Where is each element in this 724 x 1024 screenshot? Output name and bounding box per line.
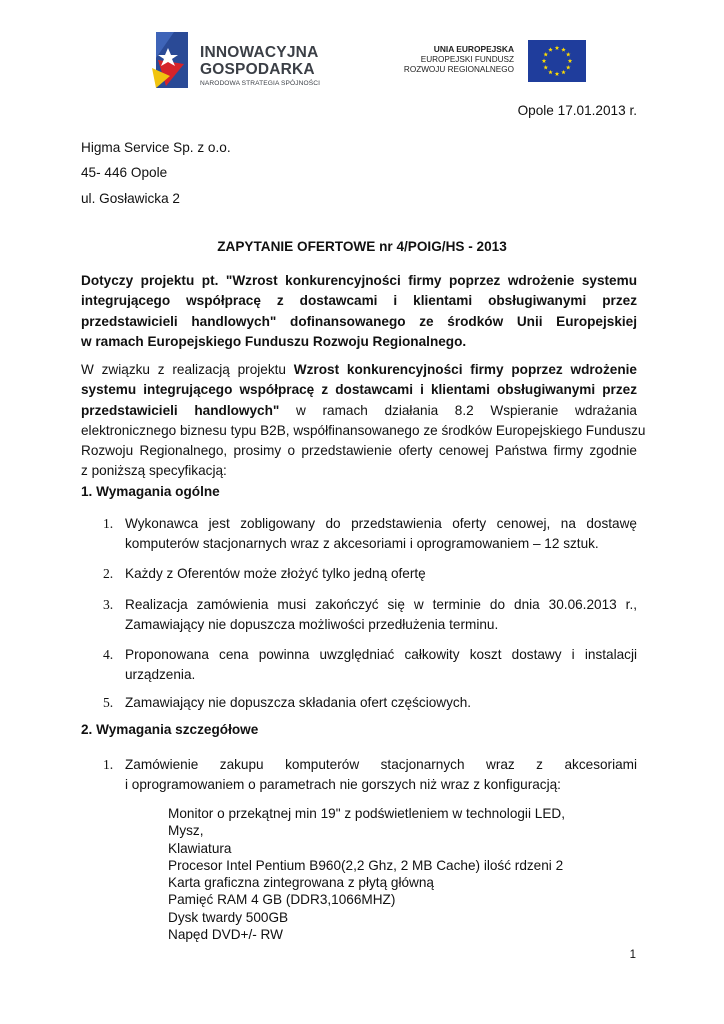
spec-list [168,805,565,943]
eu-logo-texts [404,44,514,76]
intro-line: Rozwoju Regionalnego, prosimy o przedstawienie oferty cenowej Państwa firmy zgodnie [81,443,637,459]
document-title: ZAPYTANIE OFERTOWE nr 4/POIG/HS - 2013 [217,239,507,254]
eu-flag-icon [528,40,586,82]
intro-line [81,360,637,380]
intro-paragraph [81,360,646,482]
intro-line: systemu integrującego współpracę z dostawcami i klientami obsługiwanymi przez [81,382,637,398]
intro-line: elektronicznego biznesu typu B2B, współfinansowanego ze środków Europejskiego Funduszu [81,422,646,438]
eu-line3: ROZWOJU REGIONALNEGO [403,65,514,74]
recipient-name: Higma Service Sp. z o.o. [81,140,231,155]
list-item-line: i oprogramowaniem o parametrach nie gorszych niż wraz z konfiguracją: [125,777,561,792]
list-number: 1. [103,757,114,772]
list-item [103,755,637,795]
subject-line: przedstawicieli handlowych" dofinansowanego ze środków Unii Europejskiej [81,313,637,329]
list-item [103,514,637,554]
subject-paragraph [81,271,637,352]
list-number: 5. [103,695,114,710]
subject-line: w ramach Europejskiego Funduszu Rozwoju Regionalnego. [81,333,467,349]
spec-item: Dysk twardy 500GB [168,909,289,925]
list-item-line: Zamawiający nie dopuszcza możliwości przedłużenia terminu. [125,617,499,632]
subject-line: Dotyczy projektu pt. "Wzrost konkurencyjności firmy poprzez wdrożenie systemu [81,273,637,288]
letter-date: Opole 17.01.2013 r. [517,103,637,118]
list-number: 1. [103,516,114,531]
list-item-line: Proponowana cena powinna uwzględniać całkowity koszt dostawy i instalacji [125,647,637,662]
intro-line: z poniższą specyfikacją: [81,463,227,479]
spec-item: Procesor Intel Pentium B960(2,2 Ghz, 2 MB Cache) ilość rdzeni 2 [168,857,564,873]
ig-title-line1: INNOWACYJNA [200,44,319,61]
page-number: 1 [629,949,636,961]
list-item [103,564,637,584]
subject-line: integrującego współpracę z dostawcami i klientami obsługiwanymi przez [81,293,637,309]
intro-line [81,401,637,421]
list-number: 3. [103,597,114,612]
eu-line1: UNIA EUROPEJSKA [433,44,514,54]
list-item-line: Realizacja zamówienia musi zakończyć się w terminie do dnia 30.06.2013 r., [125,597,637,612]
list-item [103,693,637,713]
spec-item: Mysz, [168,823,204,839]
ig-title-line2: GOSPODARKA [200,61,315,78]
list-number: 4. [103,647,114,662]
eu-line2: EUROPEJSKI FUNDUSZ [420,54,514,64]
intro-text: W związku z realizacją projektu [81,362,294,377]
project-name-bold: Wzrost konkurencyjności firmy poprzez wdrożenie [293,362,637,377]
recipient-street: ul. Gosławicka 2 [81,191,180,206]
section-heading: 2. Wymagania szczegółowe [81,722,259,737]
list-item-line: Wykonawca jest zobligowany do przedstawienia oferty cenowej, na dostawę [125,516,637,531]
list-item-line: Zamówienie zakupu komputerów stacjonarnych wraz z akcesoriami [125,757,637,772]
spec-item: Monitor o przekątnej min 19" z podświetleniem w technologii LED, [168,806,565,821]
list-item-line: Każdy z Oferentów może złożyć tylko jedną ofertę [125,566,426,581]
list-item [103,645,637,685]
spec-item: Klawiatura [168,840,232,856]
recipient-city: 45- 446 Opole [81,165,168,180]
list-item [103,595,637,635]
intro-text: w ramach działania 8.2 Wspieranie wdrażania [279,402,637,418]
list-item-line: urządzenia. [125,667,196,682]
innowacyjna-gospodarka-logo [148,28,338,92]
list-item-line: komputerów stacjonarnych wraz z akcesoriami i oprogramowaniem – 12 sztuk. [125,536,599,551]
ig-subtitle: NARODOWA STRATEGIA SPÓJNOŚCI [200,80,321,87]
spec-item: Karta graficzna zintegrowana z płytą główną [168,875,434,891]
list-item-line: Zamawiający nie dopuszcza składania ofert częściowych. [125,695,472,710]
spec-item: Napęd DVD+/- RW [168,927,283,943]
section-heading: 1. Wymagania ogólne [81,484,220,499]
list-number: 2. [103,566,114,581]
spec-item: Pamięć RAM 4 GB (DDR3,1066MHZ) [168,892,396,908]
ig-emblem-icon [148,28,194,92]
eu-logo [392,40,588,92]
project-name-bold: przedstawicieli handlowych" [81,402,280,418]
